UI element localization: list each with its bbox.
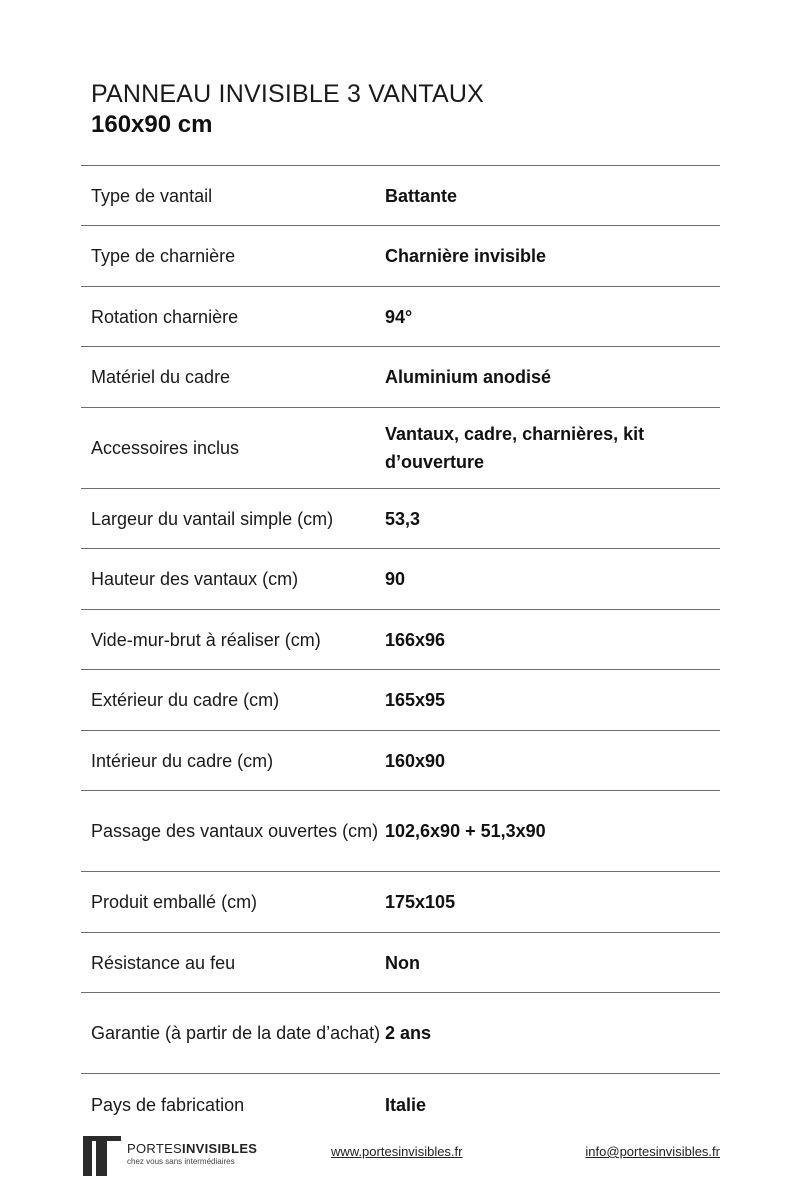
- spec-row-height: [81, 548, 720, 609]
- document-header: [91, 78, 484, 140]
- spec-label: Largeur du vantail simple (cm): [91, 508, 334, 529]
- spec-value: 94°: [385, 306, 413, 327]
- spec-label: Matériel du cadre: [91, 367, 231, 387]
- spec-label: Accessoires inclus: [91, 438, 240, 458]
- brand-name: PORTESINVISIBLES: [127, 1141, 258, 1156]
- spec-label: Extérieur du cadre (cm): [91, 690, 280, 710]
- spec-label: Vide-mur-brut à réaliser (cm): [91, 629, 321, 650]
- spec-table: [81, 165, 720, 1135]
- email-link[interactable]: info@portesinvisibles.fr: [585, 1144, 720, 1159]
- spec-value: 90: [385, 569, 406, 589]
- spec-label: Passage des vantaux ouvertes (cm): [91, 821, 379, 841]
- spec-row-hinge-rotation: [81, 286, 720, 346]
- spec-row-country: [81, 1073, 720, 1135]
- spec-value: Charnière invisible: [385, 246, 547, 266]
- spec-value: 160x90: [385, 750, 446, 771]
- spec-row-open-passage: [81, 790, 720, 871]
- spec-label: Intérieur du cadre (cm): [91, 750, 274, 771]
- spec-label: Hauteur des vantaux (cm): [91, 569, 299, 589]
- spec-label: Produit emballé (cm): [91, 892, 258, 912]
- spec-value: 166x96: [385, 629, 446, 650]
- spec-row-single-width: [81, 488, 720, 548]
- spec-value: Italie: [385, 1094, 427, 1115]
- brand-tagline: chez vous sans intermédiaires: [127, 1157, 235, 1166]
- spec-row-warranty: [81, 992, 720, 1073]
- spec-value: 53,3: [385, 508, 421, 529]
- spec-value: 165x95: [385, 690, 446, 710]
- spec-value: Vantaux, cadre, charnières, kit d’ouverture: [385, 424, 645, 472]
- spec-row-packed-product: [81, 871, 720, 932]
- website-link[interactable]: www.portesinvisibles.fr: [331, 1144, 463, 1159]
- document-title: PANNEAU INVISIBLE 3 VANTAUX: [91, 80, 485, 108]
- page-footer: [0, 1130, 800, 1180]
- spec-label: Type de vantail: [91, 185, 213, 206]
- spec-label: Rotation charnière: [91, 306, 239, 327]
- spec-value: Aluminium anodisé: [385, 367, 552, 387]
- spec-value: Battante: [385, 185, 458, 206]
- spec-row-vantail-type: [81, 165, 720, 225]
- spec-row-fire-resistance: [81, 932, 720, 992]
- spec-row-frame-interior: [81, 730, 720, 790]
- spec-label: Pays de fabrication: [91, 1094, 245, 1115]
- spec-label: Résistance au feu: [91, 952, 236, 973]
- door-logo-icon: [83, 1136, 121, 1176]
- spec-label: Type de charnière: [91, 246, 236, 266]
- spec-value: 175x105: [385, 892, 456, 912]
- spec-value: 102,6x90 + 51,3x90: [385, 821, 546, 841]
- brand-logo: [83, 1136, 257, 1176]
- spec-value: Non: [385, 952, 420, 973]
- spec-row-hinge-type: [81, 225, 720, 286]
- spec-row-frame-exterior: [81, 669, 720, 730]
- document-subtitle: 160x90 cm: [91, 111, 213, 138]
- spec-row-frame-material: [81, 346, 720, 407]
- spec-value: 2 ans: [385, 1023, 432, 1043]
- spec-row-accessories: [81, 407, 720, 488]
- spec-row-rough-opening: [81, 609, 720, 669]
- spec-label: Garantie (à partir de la date d’achat): [91, 1023, 381, 1043]
